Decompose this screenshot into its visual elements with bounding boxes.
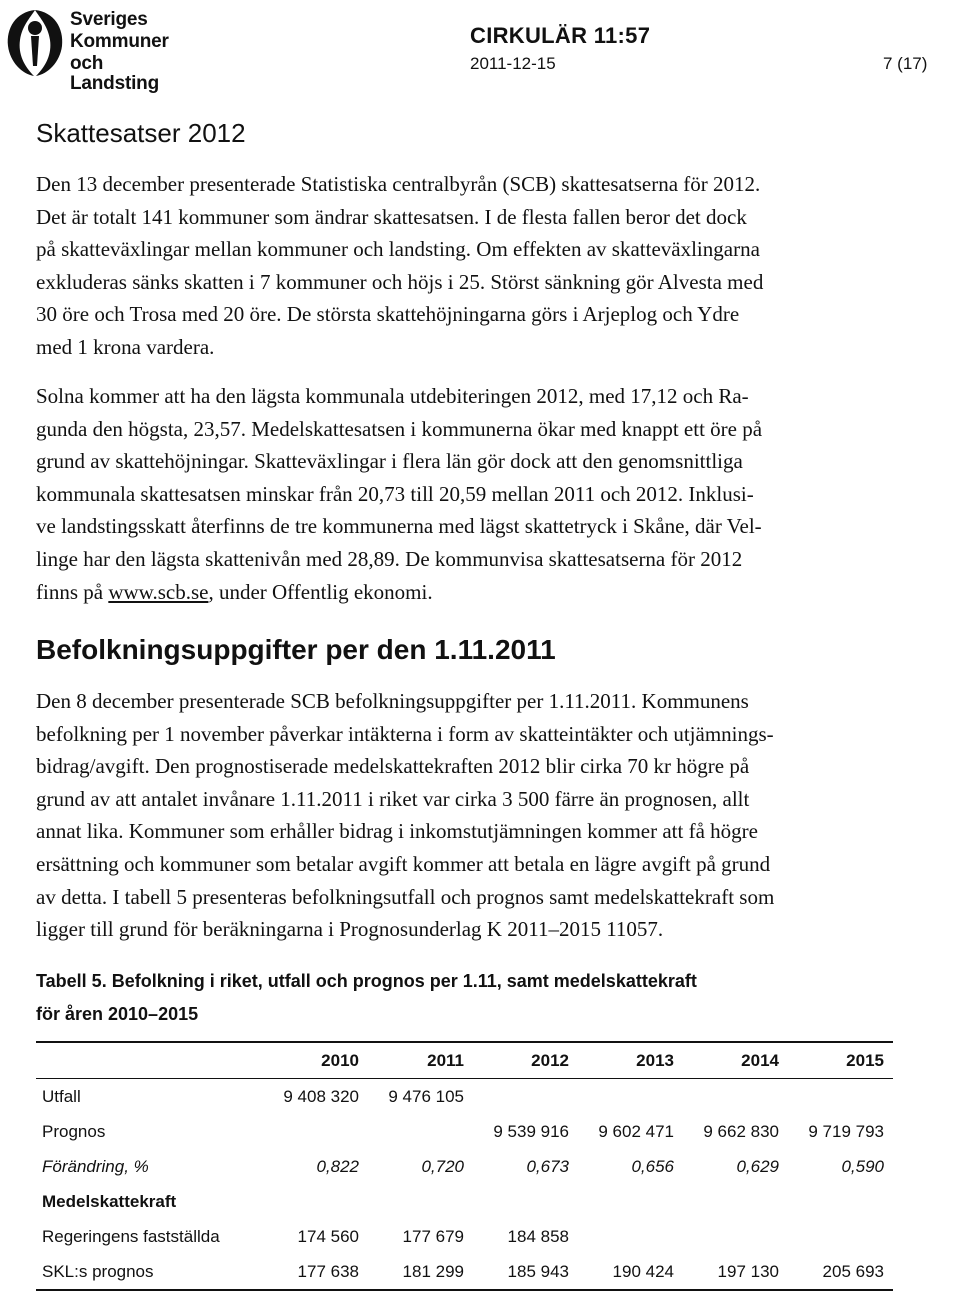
text-fragment: , under Offentlig ekonomi. — [208, 579, 433, 604]
table-cell — [473, 1184, 578, 1219]
text-line: linge har den lägsta skattenivån med 28,89. De kommunvisa skattesatserna för 2012 — [36, 546, 743, 571]
table-cell: 190 424 — [612, 1261, 674, 1281]
table-cell — [683, 1184, 788, 1219]
text-line: Den 13 december presenterade Statistiska centralbyrån (SCB) skattesatserna för 2012. — [36, 172, 761, 196]
table-cell: 0,656 — [631, 1156, 674, 1176]
table-row — [36, 1254, 893, 1290]
logo-text-line-3: och Landsting — [70, 53, 159, 94]
table-header-row — [36, 1042, 893, 1079]
table-cell — [473, 1079, 578, 1115]
table-row — [36, 1184, 893, 1219]
paragraph-skattesatser-1 — [36, 168, 951, 364]
table-cell: 9 476 105 — [388, 1086, 464, 1106]
table-header-empty — [36, 1042, 263, 1079]
table-caption: Tabell 5. Befolkning i riket, utfall och prognos per 1.11, samt medelskattekraft — [36, 971, 697, 991]
text-line: befolkning per 1 november påverkar intäkterna i form av skatteintäkter och utjämnings- — [36, 721, 774, 746]
table-cell: 177 638 — [297, 1261, 359, 1281]
text-line: kommunala skattesatsen minskar från 20,73 till 20,59 mellan 2011 och 2012. Inklusi- — [36, 481, 754, 506]
table-cell: 197 130 — [717, 1261, 779, 1281]
table-cell: 185 943 — [507, 1261, 569, 1281]
table-cell — [578, 1219, 683, 1254]
table-cell: 0,590 — [841, 1156, 884, 1176]
table-row — [36, 1079, 893, 1115]
text-fragment: finns på — [36, 579, 109, 604]
scb-link[interactable]: www.scb.se — [108, 579, 209, 604]
text-line: på skatteväxlingar mellan kommuner och landsting. Om effekten av skatteväxlingarna — [36, 237, 760, 262]
table-row — [36, 1114, 893, 1149]
section-heading-skattesatser: Skattesatser 2012 — [36, 118, 246, 148]
table-cell — [263, 1114, 368, 1149]
table-cell — [788, 1079, 893, 1115]
table-cell — [578, 1184, 683, 1219]
table-cell: 181 299 — [402, 1261, 464, 1281]
year-header: 2014 — [741, 1050, 779, 1070]
text-line: exkluderas sänks skatten i 7 kommuner och höjs i 25. Störst sänkning gör Alvesta med — [36, 269, 764, 294]
text-line — [36, 576, 951, 609]
table-cell: 9 662 830 — [703, 1121, 779, 1141]
table-cell: 0,629 — [736, 1156, 779, 1176]
organization-logo — [4, 4, 190, 94]
page-number: 7 (17) — [883, 54, 928, 73]
text-line: ligger till grund för beräkningarna i Prognosunderlag K 2011–2015 11057. — [36, 917, 664, 942]
table-cell — [788, 1184, 893, 1219]
year-header: 2010 — [321, 1050, 359, 1070]
table-cell: 184 858 — [507, 1226, 569, 1246]
table-cell: 0,673 — [526, 1156, 569, 1176]
row-label: Regeringens fastställda — [42, 1226, 220, 1246]
logo-text-line-1: Sveriges — [70, 9, 148, 30]
text-line: ve landstingsskatt återfinns de tre kommunerna med lägst skattetryck i Skåne, där Vel- — [36, 514, 762, 539]
table-cell: 9 602 471 — [598, 1121, 674, 1141]
text-line: grund av skattehöjningar. Skatteväxlingar i flera län gör dock att den genomsnittliga — [36, 449, 743, 474]
year-header: 2011 — [427, 1050, 464, 1070]
year-header: 2012 — [531, 1050, 569, 1070]
text-line: grund av att antalet invånare 1.11.2011 i riket var cirka 3 500 färre än prognosen, allt — [36, 786, 750, 811]
table-cell: 205 693 — [822, 1261, 884, 1281]
row-label: SKL:s prognos — [42, 1261, 154, 1281]
document-date: 2011-12-15 — [470, 54, 556, 73]
row-label: Förändring, % — [42, 1156, 149, 1176]
text-line: med 1 krona vardera. — [36, 334, 215, 359]
table-cell — [683, 1079, 788, 1115]
text-line: Solna kommer att ha den lägsta kommunala utdebiteringen 2012, med 17,12 och Ra- — [36, 384, 749, 408]
table-cell: 0,720 — [421, 1156, 464, 1176]
row-label: Prognos — [42, 1121, 106, 1141]
row-label: Utfall — [42, 1086, 81, 1106]
document-type: CIRKULÄR 11:57 — [470, 23, 651, 48]
table-cell — [788, 1219, 893, 1254]
table-cell: 9 539 916 — [493, 1121, 569, 1141]
table-cell — [368, 1114, 473, 1149]
table-row — [36, 1149, 893, 1184]
text-line: Det är totalt 141 kommuner som ändrar skattesatsen. I de flesta fallen beror det dock — [36, 204, 747, 229]
text-line: bidrag/avgift. Den prognostiserade medelskattekraften 2012 blir cirka 70 kr högre på — [36, 754, 750, 779]
table-cell — [578, 1079, 683, 1115]
table-cell: 9 719 793 — [808, 1121, 884, 1141]
paragraph-skattesatser-2 — [36, 380, 951, 608]
text-line: 30 öre och Trosa med 20 öre. De största skattehöjningarna görs i Arjeplog och Ydre — [36, 302, 740, 327]
table-cell: 0,822 — [316, 1156, 359, 1176]
table-cell: 9 408 320 — [283, 1086, 359, 1106]
table-cell — [368, 1184, 473, 1219]
table-cell: 177 679 — [402, 1226, 464, 1246]
table-caption-line-2: för åren 2010–2015 — [36, 1004, 199, 1024]
text-line: annat lika. Kommuner som erhåller bidrag i inkomstutjämningen kommer att få högre — [36, 819, 758, 844]
section-heading-befolkning: Befolkningsuppgifter per den 1.11.2011 — [36, 634, 556, 665]
row-label: Medelskattekraft — [42, 1191, 177, 1211]
text-line: av detta. I tabell 5 presenteras befolkningsutfall och prognos samt medelskattekraft som — [36, 884, 775, 909]
table-cell — [263, 1184, 368, 1219]
table-cell: 174 560 — [297, 1226, 359, 1246]
population-table — [36, 1041, 893, 1291]
logo-text-line-2: Kommuner — [70, 31, 169, 52]
year-header: 2015 — [846, 1050, 884, 1070]
table-cell — [683, 1219, 788, 1254]
text-line: ersättning och kommuner som betalar avgift kommer att betala en lägre avgift på grund — [36, 851, 771, 876]
year-header: 2013 — [636, 1050, 674, 1070]
paragraph-befolkning — [36, 685, 951, 946]
table-row — [36, 1219, 893, 1254]
text-line: gunda den högsta, 23,57. Medelskattesatsen i kommunerna ökar med knappt ett öre på — [36, 416, 763, 441]
logo-emblem-icon — [4, 4, 66, 78]
text-line: Den 8 december presenterade SCB befolkningsuppgifter per 1.11.2011. Kommunens — [36, 689, 749, 713]
